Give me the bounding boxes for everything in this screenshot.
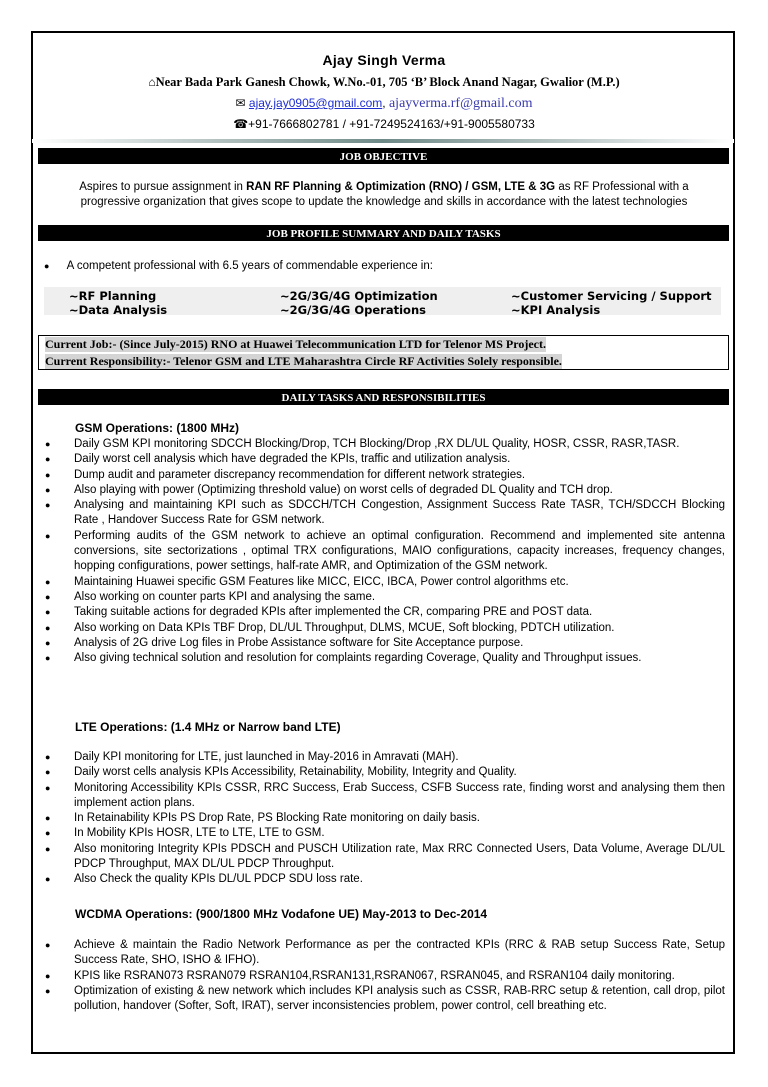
gsm-item: [45, 529, 725, 575]
gsm-item: [45, 636, 725, 651]
bullet: ●: [45, 813, 51, 824]
gsm-item-text: Also working on counter parts KPI and analysing the same.: [74, 590, 376, 603]
lte-item-text: Daily worst cells analysis KPIs Accessibility, Retainability, Mobility, Integrity and Quality.: [74, 766, 517, 779]
section-bar-profile: JOB PROFILE SUMMARY AND DAILY TASKS: [38, 225, 729, 241]
lte-item-text: Daily KPI monitoring for LTE, just launched in May-2016 in Amravati (MAH).: [74, 751, 459, 763]
phone-icon: ☎: [233, 117, 249, 131]
gsm-item: [45, 590, 725, 605]
lte-item-text: Monitoring Accessibility KPIs CSSR, RRC Success, Erab Success, CSFB Success rate, finding worst and analysing them then implement action plans.: [74, 781, 725, 809]
gsm-heading: GSM Operations: (1800 MHz): [75, 421, 240, 435]
bullet: ●: [45, 454, 51, 465]
objective-bold: RAN RF Planning & Optimization (RNO) / GSM, LTE & 3G: [246, 181, 556, 193]
bullet: ●: [45, 828, 51, 839]
gsm-item: [45, 621, 725, 636]
current-responsibility: Current Responsibility:- Telenor GSM and LTE Maharashtra Circle RF Activities Solely responsible.: [45, 354, 562, 368]
email-2[interactable]: ajayverma.rf@gmail.com: [388, 96, 533, 111]
wcdma-item: [45, 938, 725, 969]
email-link-1[interactable]: ajay.jay0905@gmail.com: [248, 96, 383, 110]
skill-4: ~Data Analysis: [69, 303, 168, 317]
wcdma-item: [45, 969, 725, 984]
bullet: ●: [45, 985, 51, 996]
current-job: Current Job:- (Since July-2015) RNO at Huawei Telecommunication LTD for Telenor MS Project.: [45, 337, 546, 351]
skills-box: [44, 287, 721, 315]
summary-bullet: [44, 260, 433, 272]
header-divider: [32, 138, 734, 144]
gsm-list: [45, 437, 725, 666]
section-bar-objective: JOB OBJECTIVE: [38, 148, 729, 164]
wcdma-heading: WCDMA Operations: (900/1800 MHz Vodafone UE) May-2013 to Dec-2014: [75, 907, 488, 921]
gsm-item: [45, 605, 725, 620]
gsm-item-text: Analysing and maintaining KPI such as SDCCH/TCH Congestion, Assignment Success Rate TASR, TCH/SDCCH Blocking Rate , Handover Success Rate for GSM network.: [74, 499, 725, 527]
gsm-item-text: Taking suitable actions for degraded KPIs after implemented the CR, comparing PRE and POST data.: [74, 606, 593, 619]
lte-item: [45, 842, 725, 873]
bullet: ●: [45, 843, 51, 854]
skill-5: ~2G/3G/4G Operations: [280, 303, 426, 317]
bullet: ●: [45, 591, 51, 602]
skill-3: ~Customer Servicing / Support: [511, 289, 712, 303]
gsm-item: [45, 468, 725, 483]
gsm-item-text: Daily worst cell analysis which have degraded the KPIs, traffic and utilization analysis.: [74, 453, 511, 466]
lte-item-text: Also monitoring Integrity KPIs PDSCH and PUSCH Utilization rate, Max RRC Connected Users, Data Volume, Average DL/UL PDCP Throughput, MAX DL/UL PDCP Throughput.: [74, 842, 725, 871]
phone-line: [0, 117, 768, 131]
objective-post: as RF Professional with a progressive organization that gives scope to update the knowledge and skills in accordance with the latest technologies: [80, 181, 689, 208]
gsm-item: [45, 437, 725, 452]
gsm-item: [45, 483, 725, 498]
lte-item: [45, 826, 725, 841]
lte-list: [45, 750, 725, 888]
gsm-item-text: Daily GSM KPI monitoring SDCCH Blocking/Drop, TCH Blocking/Drop ,RX DL/UL Quality, HOSR, CSSR, RASR,TASR.: [74, 438, 680, 450]
bullet: ●: [45, 607, 51, 618]
email-line: [0, 96, 768, 112]
wcdma-item-text: KPIS like RSRAN073 RSRAN079 RSRAN104,RSRAN131,RSRAN067, RSRAN045, and RSRAN104 daily monitoring.: [74, 969, 675, 982]
lte-item: [45, 750, 725, 765]
home-icon: ⌂: [148, 75, 156, 89]
phone-text: +91-7666802781 / +91-7249524163/+91-9005580733: [248, 117, 535, 131]
wcdma-item: [45, 984, 725, 1015]
lte-heading: LTE Operations: (1.4 MHz or Narrow band LTE): [75, 720, 341, 734]
gsm-item-text: Also giving technical solution and resolution for complaints regarding Coverage, Quality and Throughput issues.: [74, 652, 642, 665]
bullet: ●: [45, 752, 51, 762]
bullet: ●: [45, 874, 51, 885]
bullet: ●: [45, 469, 51, 480]
address: [0, 75, 768, 90]
gsm-item-text: Dump audit and parameter discrepancy recommendation for different network strategies.: [74, 468, 526, 481]
lte-item-text: In Retainability KPIs PS Drop Rate, PS Blocking Rate monitoring on daily basis.: [74, 812, 480, 825]
lte-item: [45, 811, 725, 826]
envelope-icon: ✉: [235, 96, 246, 110]
gsm-item: [45, 575, 725, 590]
wcdma-list: [45, 938, 725, 1014]
gsm-item-text: Performing audits of the GSM network to achieve an optimal configuration. Recommend and implemented site antenna conversions, site sectorizations , optimal TRX configurations, MAIO configurations, capacity increases, frequency changes, hopping configurations, power settings, half-rate AMR, and Optimization of the GSM network.: [74, 529, 725, 573]
lte-item-text: Also Check the quality KPIs DL/UL PDCP SDU loss rate.: [74, 873, 363, 886]
section-bar-daily: DAILY TASKS AND RESPONSIBILITIES: [38, 389, 729, 405]
bullet: ●: [45, 622, 51, 633]
bullet: ●: [45, 653, 51, 664]
gsm-item-text: Analysis of 2G drive Log files in Probe Assistance software for Site Acceptance purpose.: [74, 636, 524, 649]
bullet: ●: [44, 261, 50, 271]
bullet: ●: [45, 576, 51, 587]
gsm-item-text: Also working on Data KPIs TBF Drop, DL/UL Throughput, DLMS, MCUE, Soft blocking, PDTCH utilization.: [74, 621, 615, 634]
bullet: ●: [45, 940, 51, 950]
lte-item-text: In Mobility KPIs HOSR, LTE to LTE, LTE to GSM.: [74, 827, 325, 840]
lte-item: [45, 781, 725, 812]
gsm-item: [45, 651, 725, 666]
bullet: ●: [45, 637, 51, 648]
email-separator: ,: [382, 96, 386, 110]
objective-pre: Aspires to pursue assignment in: [79, 181, 247, 193]
gsm-item: [45, 452, 725, 467]
candidate-name: Ajay Singh Verma: [322, 52, 446, 68]
summary-text: A competent professional with 6.5 years of commendable experience in:: [66, 260, 433, 272]
bullet: ●: [45, 500, 51, 511]
gsm-item: [45, 498, 725, 529]
skill-1: ~RF Planning: [69, 289, 157, 303]
bullet: ●: [45, 484, 51, 495]
objective-text: [48, 180, 720, 210]
bullet: ●: [45, 530, 51, 541]
lte-item: [45, 872, 725, 887]
gsm-item-text: Maintaining Huawei specific GSM Features like MICC, EICC, IBCA, Power control algorithms etc.: [74, 575, 569, 588]
bullet: ●: [45, 782, 51, 793]
bullet: ●: [45, 970, 51, 981]
skill-2: ~2G/3G/4G Optimization: [280, 289, 438, 303]
current-job-box: [38, 335, 729, 370]
wcdma-item-text: Achieve & maintain the Radio Network Performance as per the contracted KPIs (RRC & RAB setup Success Rate, Setup Success Rate, SHO, ISHO & IFHO).: [74, 939, 725, 967]
bullet: ●: [45, 439, 51, 449]
bullet: ●: [45, 767, 51, 778]
gsm-item-text: Also playing with power (Optimizing threshold value) on worst cells of degraded DL Quality and TCH drop.: [74, 483, 613, 496]
lte-item: [45, 765, 725, 780]
address-text: Near Bada Park Ganesh Chowk, W.No.-01, 705 ‘B’ Block Anand Nagar, Gwalior (M.P.): [155, 75, 620, 89]
skill-6: ~KPI Analysis: [511, 303, 601, 317]
wcdma-item-text: Optimization of existing & new network which includes KPI analysis such as CSSR, RAB-RRC setup & retention, call drop, pilot pollution, handover (Softer, Soft, IRAT), server inconsistencies problem, power control, cell breathing etc.: [74, 984, 725, 1013]
